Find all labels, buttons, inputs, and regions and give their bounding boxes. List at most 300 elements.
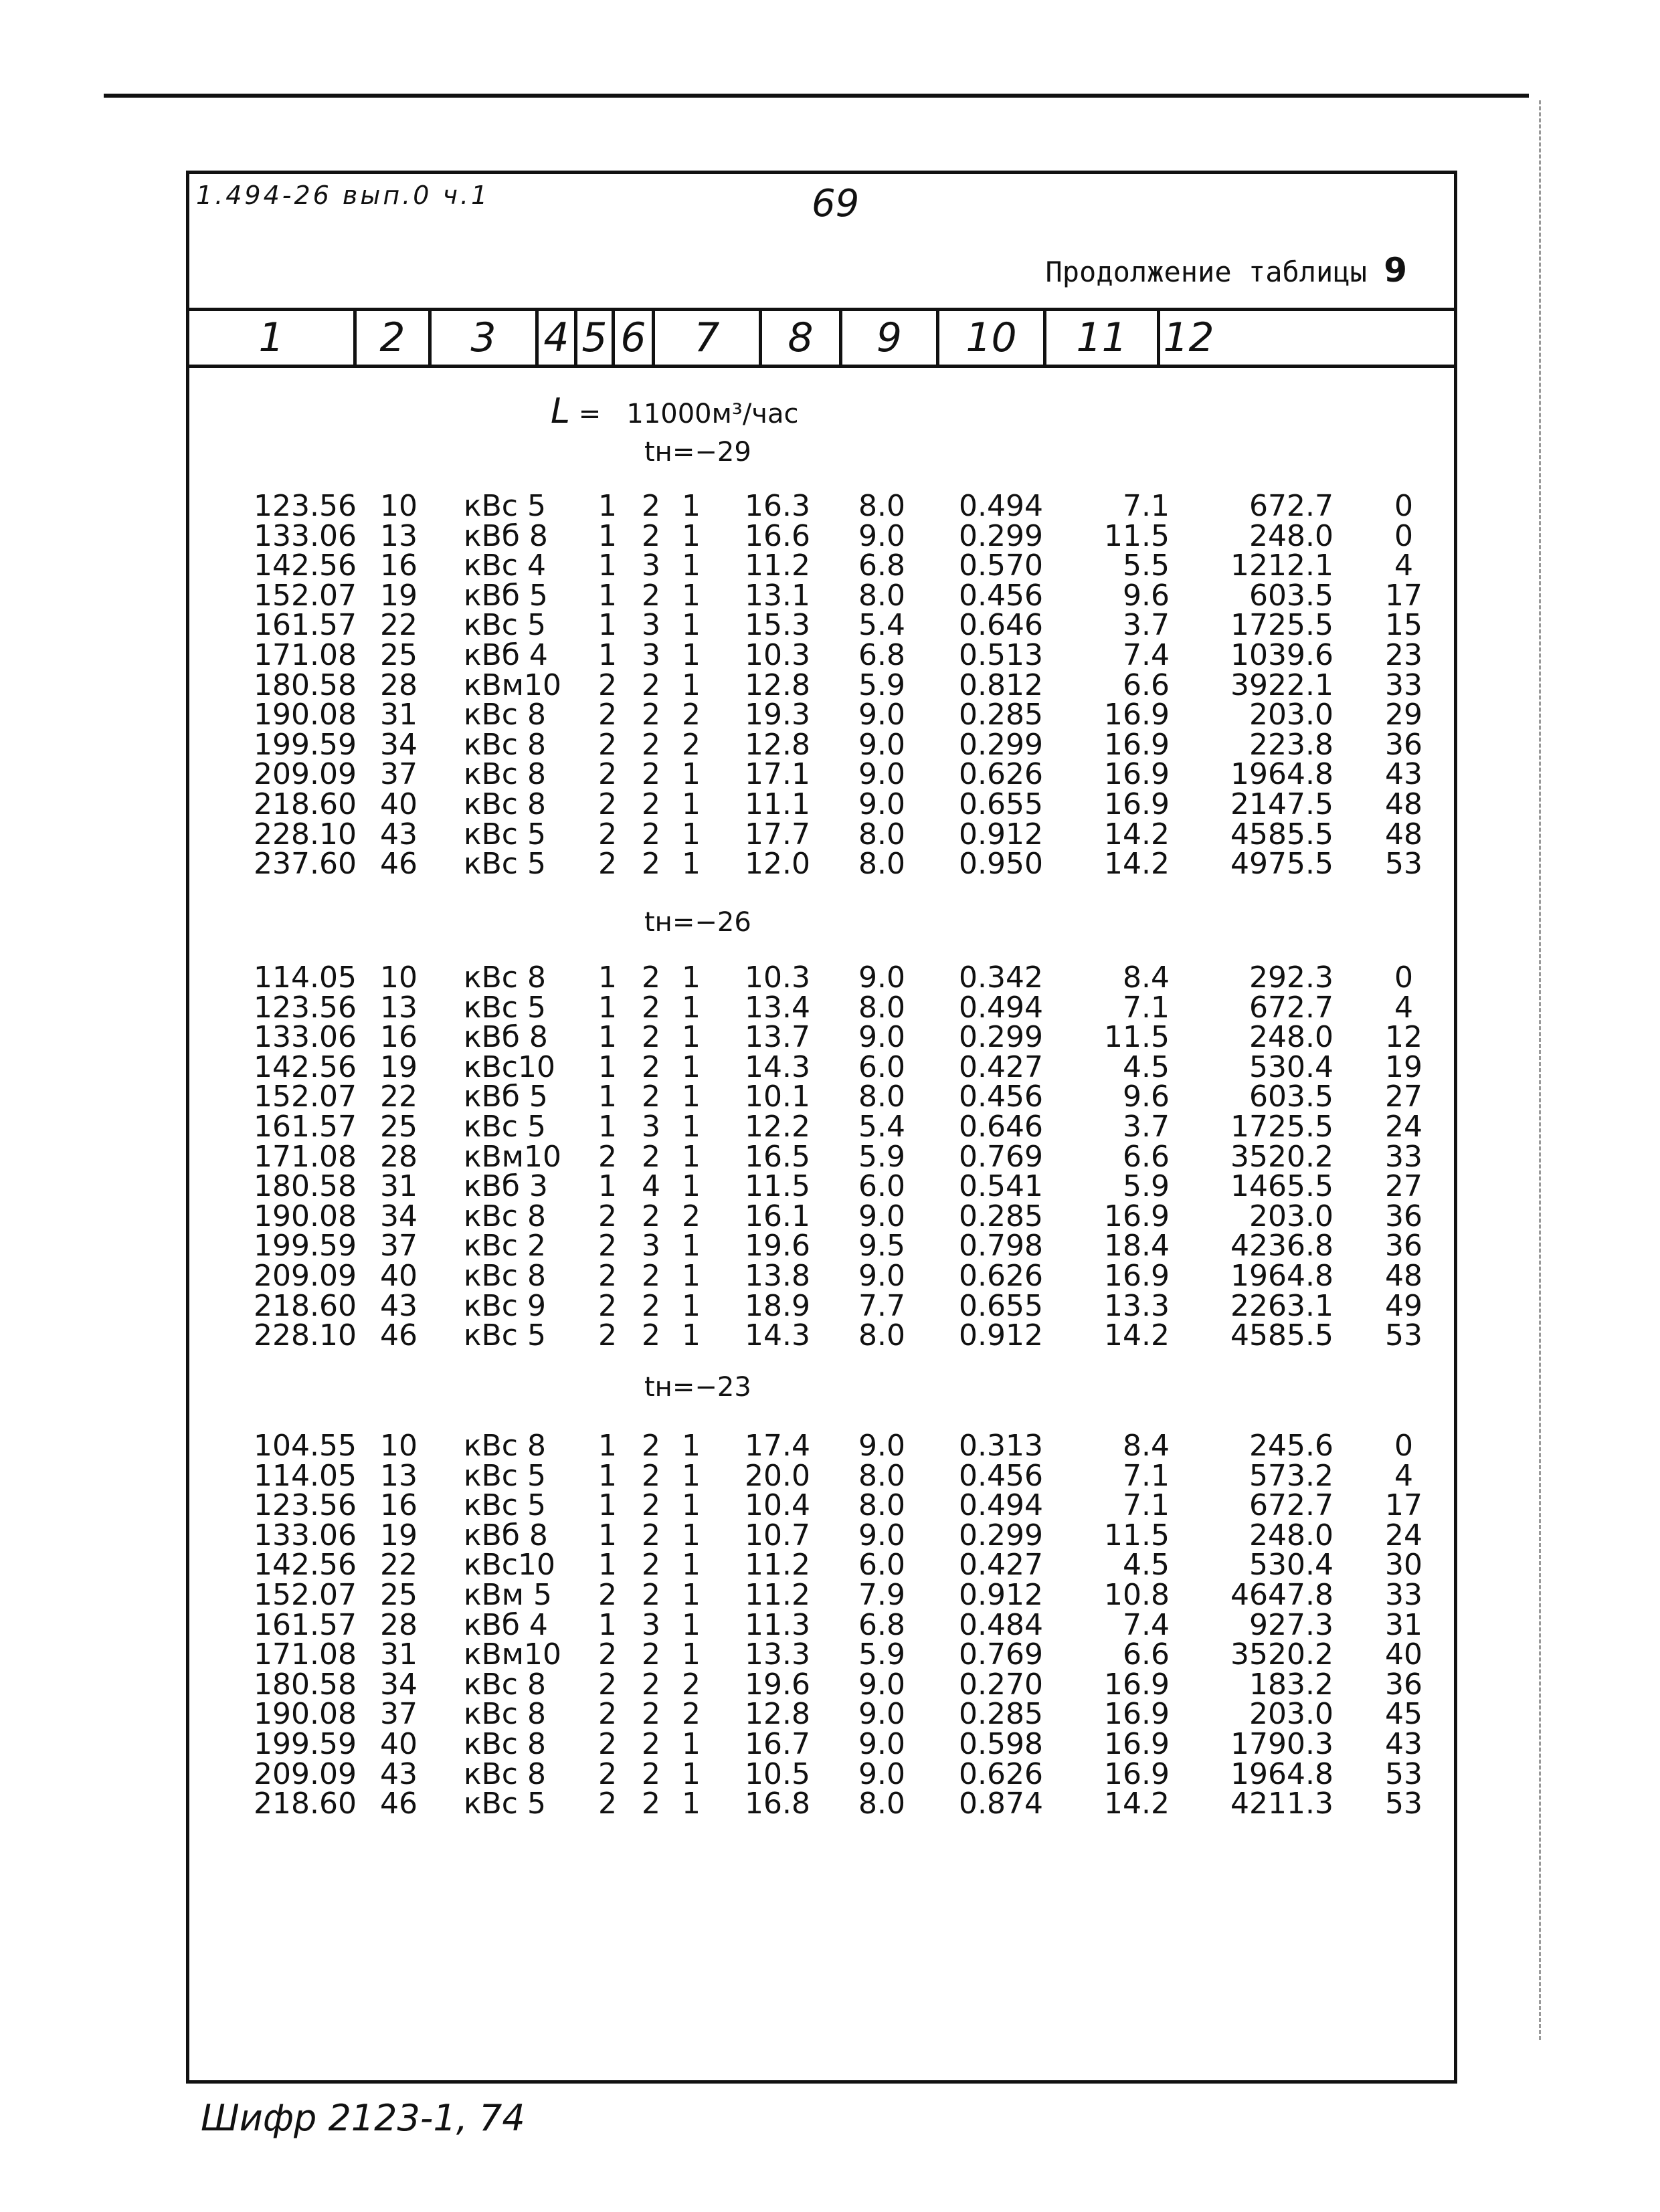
cell-col-4: 1 (598, 1548, 617, 1583)
cell-col-9: 0.912 (959, 1578, 1043, 1612)
cell-col-10: 14.2 (1104, 817, 1170, 851)
cell-col-9: 0.655 (959, 787, 1043, 821)
table-row (189, 1667, 1454, 1702)
cell-col-10: 7.1 (1123, 489, 1170, 523)
cell-col-9: 0.285 (959, 1199, 1043, 1233)
cell-col-3: кВс 2 (464, 1229, 546, 1264)
cell-col-4: 1 (598, 489, 617, 523)
cell-col-3: кВб 8 (464, 1020, 548, 1055)
cell-col-3: кВс 5 (464, 608, 546, 643)
cell-col-11: 1964.8 (1230, 1259, 1333, 1293)
cell-col-4: 2 (598, 1667, 617, 1702)
cell-col-5: 2 (642, 1548, 660, 1583)
table-caption (1045, 251, 1407, 290)
flow-formula (551, 391, 798, 431)
cell-col-5: 3 (642, 608, 660, 643)
cell-col-6: 1 (682, 1318, 701, 1353)
cell-col-9: 0.427 (959, 1049, 1043, 1084)
cell-col-11: 4975.5 (1230, 847, 1333, 882)
cell-col-9: 0.646 (959, 1110, 1043, 1144)
cell-col-2: 28 (380, 1139, 418, 1174)
cell-col-4: 2 (598, 787, 617, 821)
cell-col-4: 1 (598, 1429, 617, 1463)
cell-col-5: 2 (642, 961, 660, 995)
cell-col-8: 9.0 (858, 1259, 905, 1293)
cell-col-11: 927.3 (1249, 1607, 1333, 1642)
table-row (189, 1518, 1454, 1552)
cell-col-1: 152.07 (254, 1578, 357, 1612)
cell-col-7: 12.8 (745, 668, 810, 702)
cell-col-5: 2 (642, 817, 660, 851)
cell-col-6: 2 (682, 727, 701, 762)
cell-col-10: 16.9 (1104, 757, 1170, 792)
table-row (189, 1318, 1454, 1353)
cell-col-5: 2 (642, 1727, 660, 1761)
cell-col-4: 1 (598, 578, 617, 613)
cell-col-1: 152.07 (254, 578, 357, 613)
cell-col-4: 2 (598, 698, 617, 732)
table-row (189, 1259, 1454, 1293)
cell-col-4: 2 (598, 727, 617, 762)
cell-col-6: 1 (682, 1458, 701, 1493)
cell-col-7: 16.6 (745, 518, 810, 553)
cell-col-12: 17 (1385, 578, 1422, 613)
cell-col-2: 43 (380, 1756, 418, 1791)
cell-col-3: кВс 5 (464, 1318, 546, 1353)
cell-col-10: 6.6 (1123, 1139, 1170, 1174)
cell-col-2: 34 (380, 1199, 418, 1233)
cell-col-1: 123.56 (254, 1488, 357, 1523)
cell-col-1: 190.08 (254, 1697, 357, 1732)
cell-col-2: 46 (380, 847, 418, 882)
cell-col-9: 0.655 (959, 1288, 1043, 1323)
cell-col-12: 12 (1385, 1020, 1422, 1055)
cell-col-2: 46 (380, 1318, 418, 1353)
cell-col-3: кВб 4 (464, 1607, 548, 1642)
cell-col-9: 0.427 (959, 1548, 1043, 1583)
cell-col-6: 1 (682, 1518, 701, 1552)
section-label: tн=−23 (644, 1372, 751, 1403)
cell-col-11: 2147.5 (1230, 787, 1333, 821)
cell-col-7: 13.8 (745, 1259, 810, 1293)
cell-col-2: 40 (380, 1259, 418, 1293)
cell-col-8: 9.0 (858, 1756, 905, 1791)
cell-col-1: 218.60 (254, 1787, 357, 1821)
cell-col-11: 248.0 (1249, 1020, 1333, 1055)
table-row (189, 1112, 1454, 1142)
cell-col-1: 209.09 (254, 1259, 357, 1293)
formula-value: 11000м³/час (626, 399, 799, 429)
cell-col-12: 36 (1385, 727, 1422, 762)
cell-col-6: 1 (682, 1080, 701, 1114)
cell-col-9: 0.513 (959, 638, 1043, 672)
cell-col-2: 25 (380, 1578, 418, 1612)
cell-col-10: 9.6 (1123, 578, 1170, 613)
cell-col-4: 1 (598, 1110, 617, 1144)
caption-number: 9 (1384, 251, 1407, 290)
cell-col-8: 6.0 (858, 1548, 905, 1583)
cell-col-5: 2 (642, 518, 660, 553)
cell-col-12: 4 (1394, 990, 1413, 1025)
cell-col-10: 7.1 (1123, 990, 1170, 1025)
cell-col-11: 672.7 (1249, 1488, 1333, 1523)
cell-col-4: 1 (598, 1080, 617, 1114)
cell-col-7: 16.3 (745, 489, 810, 523)
cell-col-10: 14.2 (1104, 847, 1170, 882)
cell-col-3: кВм10 (464, 1139, 561, 1174)
cell-col-9: 0.494 (959, 489, 1043, 523)
cell-col-8: 8.0 (858, 578, 905, 613)
cell-col-5: 2 (642, 1578, 660, 1612)
cell-col-11: 573.2 (1249, 1458, 1333, 1493)
cell-col-2: 25 (380, 1110, 418, 1144)
cell-col-4: 1 (598, 1607, 617, 1642)
right-margin-line (1539, 100, 1541, 2040)
cell-col-4: 1 (598, 1518, 617, 1552)
cell-col-9: 0.494 (959, 1488, 1043, 1523)
cell-col-12: 31 (1385, 1607, 1422, 1642)
cell-col-3: кВс 5 (464, 1110, 546, 1144)
cell-col-2: 31 (380, 698, 418, 732)
cell-col-3: кВс10 (464, 1049, 555, 1084)
cell-col-1: 180.58 (254, 1667, 357, 1702)
cell-col-11: 245.6 (1249, 1429, 1333, 1463)
cell-col-9: 0.950 (959, 847, 1043, 882)
cell-col-8: 9.0 (858, 727, 905, 762)
table-row (189, 1049, 1454, 1084)
cell-col-7: 10.7 (745, 1518, 810, 1552)
cell-col-6: 1 (682, 1259, 701, 1293)
cell-col-1: 142.56 (254, 1548, 357, 1583)
cell-col-2: 10 (380, 489, 418, 523)
table-row (189, 608, 1454, 643)
cell-col-7: 11.5 (745, 1169, 810, 1204)
cell-col-4: 1 (598, 1169, 617, 1204)
cell-col-3: кВс 8 (464, 1429, 546, 1463)
table-row (189, 1458, 1454, 1493)
cell-col-7: 13.7 (745, 1020, 810, 1055)
cell-col-9: 0.570 (959, 548, 1043, 583)
formula-eq: = (578, 399, 602, 429)
cell-col-12: 23 (1385, 638, 1422, 672)
table-row (189, 489, 1454, 523)
cell-col-2: 28 (380, 668, 418, 702)
cell-col-12: 24 (1385, 1110, 1422, 1144)
cell-col-10: 16.9 (1104, 727, 1170, 762)
cell-col-6: 2 (682, 1667, 701, 1702)
table-row (189, 1082, 1454, 1112)
table-row (189, 1288, 1454, 1323)
cell-col-2: 25 (380, 638, 418, 672)
table-row (189, 1697, 1454, 1732)
cell-col-12: 53 (1385, 1318, 1422, 1353)
cell-col-5: 2 (642, 1080, 660, 1114)
cell-col-9: 0.626 (959, 1259, 1043, 1293)
cell-col-8: 7.9 (858, 1578, 905, 1612)
cell-col-5: 2 (642, 1139, 660, 1174)
cell-col-2: 28 (380, 1607, 418, 1642)
cell-col-8: 8.0 (858, 1080, 905, 1114)
cell-col-3: кВб 4 (464, 638, 548, 672)
cell-col-12: 48 (1385, 1259, 1422, 1293)
cell-col-9: 0.456 (959, 1458, 1043, 1493)
cell-col-12: 19 (1385, 1049, 1422, 1084)
cell-col-7: 12.2 (745, 1110, 810, 1144)
column-header-10: 10 (939, 311, 1046, 365)
cell-col-11: 603.5 (1249, 578, 1333, 613)
cell-col-5: 2 (642, 578, 660, 613)
cell-col-4: 2 (598, 1787, 617, 1821)
table-row (189, 757, 1454, 792)
cell-col-10: 5.9 (1123, 1169, 1170, 1204)
cell-col-6: 1 (682, 1020, 701, 1055)
cell-col-8: 9.0 (858, 757, 905, 792)
column-header-2: 2 (357, 311, 432, 365)
cell-col-9: 0.912 (959, 1318, 1043, 1353)
cell-col-7: 10.5 (745, 1756, 810, 1791)
cell-col-7: 11.2 (745, 1548, 810, 1583)
cell-col-8: 5.4 (858, 1110, 905, 1144)
cell-col-3: кВс 5 (464, 847, 546, 882)
cell-col-7: 16.1 (745, 1199, 810, 1233)
cell-col-6: 1 (682, 1488, 701, 1523)
cell-col-10: 14.2 (1104, 1787, 1170, 1821)
cell-col-8: 8.0 (858, 1318, 905, 1353)
cell-col-5: 2 (642, 1288, 660, 1323)
cell-col-7: 17.4 (745, 1429, 810, 1463)
cell-col-7: 14.3 (745, 1318, 810, 1353)
cell-col-4: 1 (598, 1049, 617, 1084)
cell-col-2: 10 (380, 961, 418, 995)
cell-col-3: кВб 5 (464, 578, 548, 613)
cell-col-12: 45 (1385, 1697, 1422, 1732)
cell-col-1: 114.05 (254, 961, 357, 995)
cell-col-6: 1 (682, 961, 701, 995)
cell-col-8: 7.7 (858, 1288, 905, 1323)
cell-col-8: 9.0 (858, 1697, 905, 1732)
cell-col-11: 4585.5 (1230, 817, 1333, 851)
cell-col-8: 9.0 (858, 1667, 905, 1702)
cell-col-5: 2 (642, 1318, 660, 1353)
cell-col-3: кВс 5 (464, 1458, 546, 1493)
cell-col-12: 0 (1394, 961, 1413, 995)
cell-col-1: 190.08 (254, 1199, 357, 1233)
cell-col-10: 16.9 (1104, 1697, 1170, 1732)
cell-col-4: 2 (598, 1288, 617, 1323)
cell-col-1: 199.59 (254, 1229, 357, 1264)
cell-col-3: кВс 8 (464, 698, 546, 732)
cell-col-12: 24 (1385, 1518, 1422, 1552)
table-row (189, 1199, 1454, 1233)
cell-col-6: 1 (682, 1288, 701, 1323)
cell-col-5: 2 (642, 1020, 660, 1055)
cell-col-12: 36 (1385, 1667, 1422, 1702)
cell-col-6: 1 (682, 518, 701, 553)
cell-col-9: 0.812 (959, 668, 1043, 702)
cell-col-8: 5.9 (858, 1139, 905, 1174)
cell-col-4: 1 (598, 638, 617, 672)
cell-col-1: 171.08 (254, 1637, 357, 1672)
cell-col-9: 0.456 (959, 578, 1043, 613)
cell-col-3: кВс 5 (464, 817, 546, 851)
cell-col-1: 142.56 (254, 548, 357, 583)
cell-col-4: 2 (598, 1318, 617, 1353)
cell-col-7: 11.2 (745, 548, 810, 583)
cell-col-10: 9.6 (1123, 1080, 1170, 1114)
cell-col-3: кВс 5 (464, 1787, 546, 1821)
cell-col-6: 1 (682, 1756, 701, 1791)
cell-col-4: 2 (598, 1697, 617, 1732)
table-row (189, 1488, 1454, 1523)
cell-col-10: 11.5 (1104, 1020, 1170, 1055)
table-row (189, 787, 1454, 821)
cell-col-7: 10.3 (745, 961, 810, 995)
cell-col-7: 11.2 (745, 1578, 810, 1612)
cell-col-12: 17 (1385, 1488, 1422, 1523)
cell-col-2: 19 (380, 1049, 418, 1084)
cell-col-10: 11.5 (1104, 1518, 1170, 1552)
cell-col-3: кВс 8 (464, 757, 546, 792)
cell-col-12: 29 (1385, 698, 1422, 732)
cell-col-7: 12.8 (745, 1697, 810, 1732)
cell-col-1: 209.09 (254, 1756, 357, 1791)
cell-col-1: 133.06 (254, 1020, 357, 1055)
cell-col-10: 4.5 (1123, 1548, 1170, 1583)
cell-col-11: 1039.6 (1230, 638, 1333, 672)
cell-col-11: 1212.1 (1230, 548, 1333, 583)
table-row (189, 1789, 1454, 1819)
table-sheet (186, 171, 1457, 2084)
cell-col-8: 9.0 (858, 1020, 905, 1055)
cell-col-2: 13 (380, 518, 418, 553)
cell-col-12: 53 (1385, 847, 1422, 882)
cell-col-5: 3 (642, 548, 660, 583)
cell-col-10: 16.9 (1104, 1667, 1170, 1702)
cell-col-9: 0.626 (959, 757, 1043, 792)
cell-col-10: 3.7 (1123, 1110, 1170, 1144)
cell-col-9: 0.541 (959, 1169, 1043, 1204)
cell-col-3: кВс 9 (464, 1288, 546, 1323)
cell-col-2: 16 (380, 548, 418, 583)
cell-col-2: 46 (380, 1787, 418, 1821)
cell-col-5: 3 (642, 1229, 660, 1264)
cell-col-2: 31 (380, 1169, 418, 1204)
column-header-11: 11 (1046, 311, 1160, 365)
cell-col-5: 2 (642, 1637, 660, 1672)
cell-col-11: 2263.1 (1230, 1288, 1333, 1323)
cell-col-3: кВс 8 (464, 1199, 546, 1233)
cell-col-12: 49 (1385, 1288, 1422, 1323)
table-row (189, 1020, 1454, 1055)
document-code: 1.494-26 вып.0 ч.1 (196, 181, 490, 210)
cell-col-11: 672.7 (1249, 489, 1333, 523)
cell-col-3: кВм10 (464, 668, 561, 702)
cell-col-1: 123.56 (254, 489, 357, 523)
table-row (189, 1229, 1454, 1264)
cell-col-8: 8.0 (858, 1458, 905, 1493)
cell-col-7: 16.7 (745, 1727, 810, 1761)
cell-col-8: 8.0 (858, 847, 905, 882)
cell-col-12: 36 (1385, 1229, 1422, 1264)
cell-col-10: 18.4 (1104, 1229, 1170, 1264)
cell-col-6: 1 (682, 1548, 701, 1583)
cell-col-12: 33 (1385, 1139, 1422, 1174)
cell-col-3: кВс 4 (464, 548, 546, 583)
cell-col-4: 2 (598, 847, 617, 882)
cell-col-5: 2 (642, 1697, 660, 1732)
cell-col-9: 0.769 (959, 1139, 1043, 1174)
cell-col-6: 1 (682, 1110, 701, 1144)
cell-col-4: 2 (598, 757, 617, 792)
cell-col-12: 43 (1385, 1727, 1422, 1761)
cell-col-8: 8.0 (858, 489, 905, 523)
cell-col-3: кВс 8 (464, 727, 546, 762)
page-number: 69 (812, 182, 860, 225)
cell-col-7: 18.9 (745, 1288, 810, 1323)
cell-col-8: 5.4 (858, 608, 905, 643)
cell-col-7: 17.1 (745, 757, 810, 792)
cell-col-3: кВс 8 (464, 787, 546, 821)
cell-col-11: 672.7 (1249, 990, 1333, 1025)
cell-col-9: 0.299 (959, 727, 1043, 762)
cell-col-5: 2 (642, 1458, 660, 1493)
cell-col-6: 1 (682, 548, 701, 583)
cell-col-2: 13 (380, 990, 418, 1025)
cell-col-11: 1790.3 (1230, 1727, 1333, 1761)
cell-col-8: 9.0 (858, 787, 905, 821)
cell-col-10: 13.3 (1104, 1288, 1170, 1323)
cell-col-4: 1 (598, 961, 617, 995)
cell-col-8: 8.0 (858, 817, 905, 851)
column-header-9: 9 (842, 311, 939, 365)
cell-col-11: 248.0 (1249, 518, 1333, 553)
cell-col-6: 1 (682, 757, 701, 792)
cell-col-12: 33 (1385, 668, 1422, 702)
cell-col-9: 0.456 (959, 1080, 1043, 1114)
cell-col-4: 2 (598, 1259, 617, 1293)
cell-col-10: 10.8 (1104, 1578, 1170, 1612)
cell-col-6: 2 (682, 1697, 701, 1732)
cell-col-12: 27 (1385, 1080, 1422, 1114)
cell-col-9: 0.299 (959, 1518, 1043, 1552)
cell-col-6: 1 (682, 1607, 701, 1642)
cell-col-8: 9.0 (858, 698, 905, 732)
cell-col-2: 19 (380, 1518, 418, 1552)
cell-col-4: 2 (598, 1578, 617, 1612)
cell-col-12: 4 (1394, 1458, 1413, 1493)
cell-col-8: 5.9 (858, 668, 905, 702)
column-header-4: 4 (539, 311, 577, 365)
cell-col-11: 3520.2 (1230, 1139, 1333, 1174)
cell-col-1: 152.07 (254, 1080, 357, 1114)
cell-col-3: кВс 8 (464, 1697, 546, 1732)
cell-col-12: 0 (1394, 489, 1413, 523)
cell-col-5: 2 (642, 1049, 660, 1084)
cell-col-11: 203.0 (1249, 1199, 1333, 1233)
cell-col-1: 180.58 (254, 1169, 357, 1204)
cell-col-2: 10 (380, 1429, 418, 1463)
cell-col-6: 1 (682, 1637, 701, 1672)
cell-col-12: 0 (1394, 518, 1413, 553)
caption-text: Продолжение таблицы (1045, 256, 1384, 288)
cell-col-8: 8.0 (858, 1488, 905, 1523)
cell-col-5: 2 (642, 757, 660, 792)
cell-col-9: 0.270 (959, 1667, 1043, 1702)
cell-col-7: 14.3 (745, 1049, 810, 1084)
column-header-7: 7 (655, 311, 762, 365)
cell-col-9: 0.342 (959, 961, 1043, 995)
cell-col-4: 2 (598, 1199, 617, 1233)
